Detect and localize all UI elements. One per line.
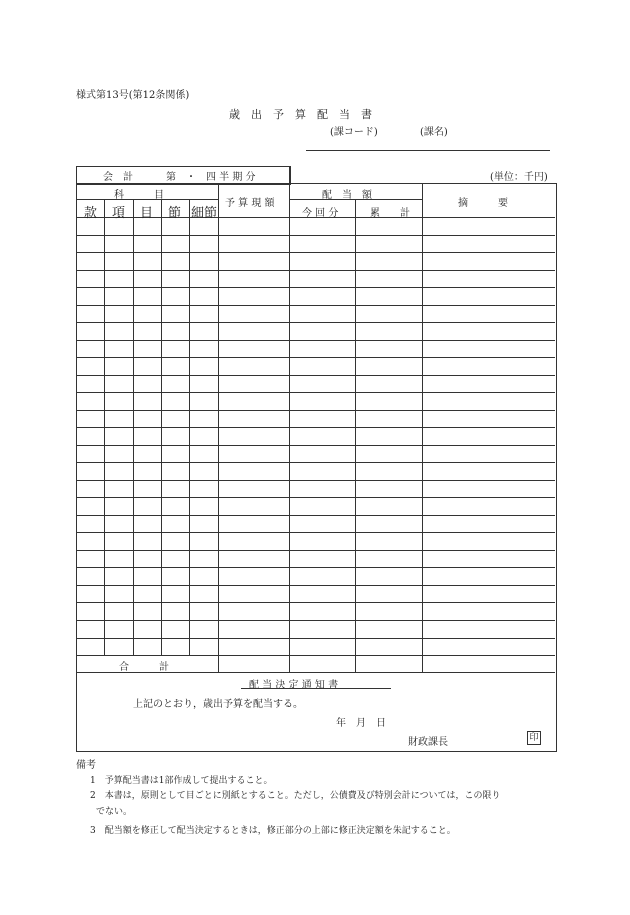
table-row-line (76, 322, 555, 323)
table-row-line (76, 480, 555, 481)
table-row-line (76, 305, 555, 306)
kan-label: 款 (84, 206, 98, 221)
this-time-label: 今 回 分 (302, 208, 339, 219)
table-row-line (76, 410, 555, 411)
unit-label: (単位：千円) (490, 172, 548, 183)
table-row-line (76, 638, 555, 639)
dept-code-label: (課コード) (330, 127, 378, 138)
setsu-label: 節 (168, 206, 182, 221)
table-row-line (76, 287, 555, 288)
form-number: 様式第13号(第12条関係) (76, 90, 190, 101)
accounting-label: 会 計 (103, 172, 133, 183)
table-row-line (76, 252, 555, 253)
table-row-line (76, 340, 555, 341)
table-row-line (76, 235, 555, 236)
subject-label: 科 目 (114, 190, 164, 201)
table-row-line (76, 532, 555, 533)
notice-title-underline (241, 688, 391, 689)
table-row-line (76, 585, 555, 586)
summary-label: 摘 要 (458, 198, 508, 209)
kou-label: 項 (112, 206, 126, 221)
cumulative-label: 累 計 (370, 208, 410, 219)
notice-signer: 財政課長 (408, 737, 448, 748)
seal-mark: 印 (527, 731, 541, 745)
notice-body: 上記のとおり，歳出予算を配当する。 (133, 699, 303, 710)
note-item: でない。 (96, 807, 133, 817)
table-row-line (76, 357, 555, 358)
notes-heading: 備考 (76, 760, 96, 771)
total-top-line (76, 655, 555, 656)
table-row-line (76, 602, 555, 603)
table-row-line (76, 515, 555, 516)
dept-underline (306, 150, 550, 151)
quarter-label: 第 ・ 四 半 期 分 (166, 172, 256, 183)
note-item: 3 配当額を修正して配当決定するときは，修正部分の上部に修正決定額を朱記すること。 (90, 826, 456, 836)
moku-label: 目 (140, 206, 154, 221)
table-row-line (76, 270, 555, 271)
saisetsu-label: 細節 (191, 206, 218, 221)
note-item: 2 本書は，原則として目ごとに別紙とすること。ただし，公債費及び特別会計については，この限り (90, 791, 501, 801)
dept-name-label: (課名) (420, 127, 448, 138)
table-row-line (76, 550, 555, 551)
table-row-line (76, 620, 555, 621)
form-title: 歳 出 予 算 配 当 書 (229, 108, 372, 121)
budget-current-label: 予 算 現 額 (225, 198, 275, 209)
table-row-line (76, 392, 555, 393)
allocation-label: 配 当 額 (322, 190, 372, 201)
notice-date: 年 月 日 (336, 718, 386, 729)
notice-title: 配 当 決 定 通 知 書 (249, 680, 339, 691)
table-row-line (76, 427, 555, 428)
table-row-line (76, 375, 555, 376)
table-row-line (76, 445, 555, 446)
table-row-line (76, 497, 555, 498)
total-bottom-line (76, 672, 555, 673)
table-row-line (76, 462, 555, 463)
total-label: 合 計 (119, 662, 169, 673)
col-line-budget (289, 166, 290, 672)
note-item: 1 予算配当書は1部作成して提出すること。 (90, 776, 273, 786)
table-row-line (76, 567, 555, 568)
